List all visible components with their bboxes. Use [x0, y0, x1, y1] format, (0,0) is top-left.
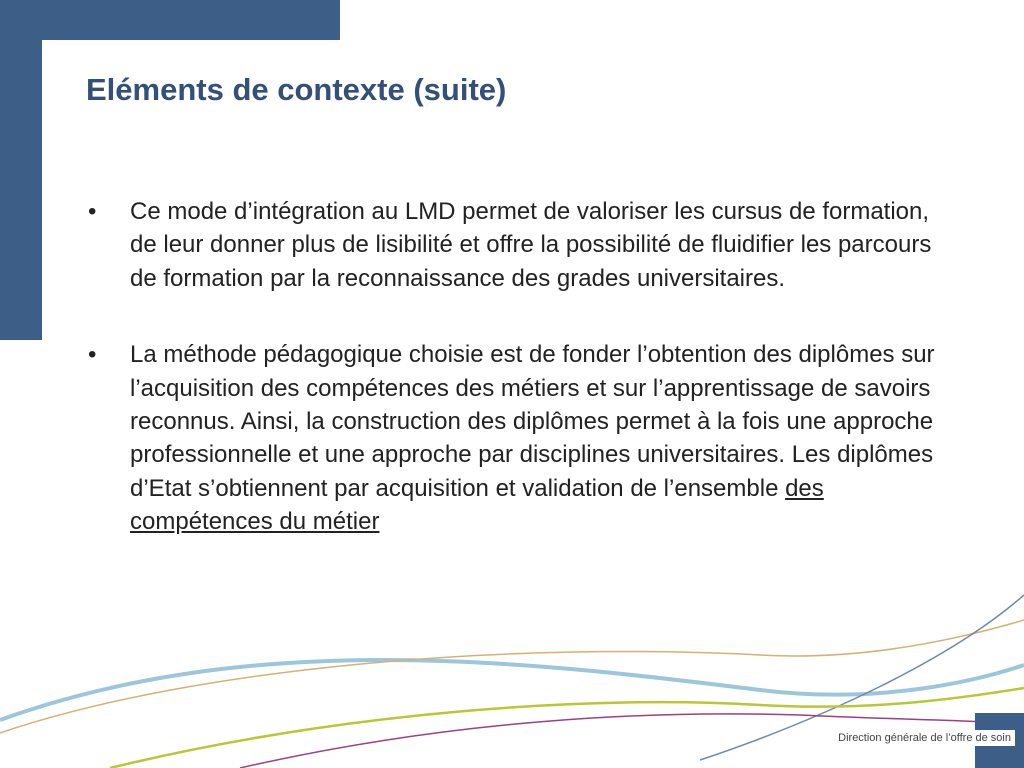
wave-gold: [0, 620, 1024, 733]
bullet-list: [86, 195, 946, 582]
bullet-item: [86, 338, 946, 538]
footer-label: Direction générale de l’offre de soin: [812, 730, 1015, 746]
bullet-text: Ce mode d’intégration au LMD permet de valoriser les cursus de formation, de leur donner plus de lisibilité et offre la possibilité de fluidifier les parcours de formation par la reconnaissance des grades universitaires.: [130, 198, 932, 292]
bullet-marker: •: [88, 198, 97, 225]
bullet-text: La méthode pédagogique choisie est de fonder l’obtention des diplômes sur l’acquisition des compétences des métiers et sur l’apprentissage de savoirs reconnus. Ainsi, la construction des diplômes permet à la fois une approche professionnelle et une approche par disciplines universitaires. Les diplômes d’Etat s’obtiennent par acquisition et validation de l’ensemble: [130, 341, 935, 502]
wave-blue: [0, 660, 1024, 720]
bullet-item: [86, 195, 946, 295]
wave-green: [110, 688, 1024, 768]
bullet-marker: •: [88, 341, 97, 369]
slide-title: Eléments de contexte (suite): [86, 72, 507, 107]
bullet-underlined-text: des compétences du métier: [130, 474, 824, 536]
decorative-left-bar: [0, 0, 42, 340]
decorative-top-bar: [0, 0, 340, 40]
